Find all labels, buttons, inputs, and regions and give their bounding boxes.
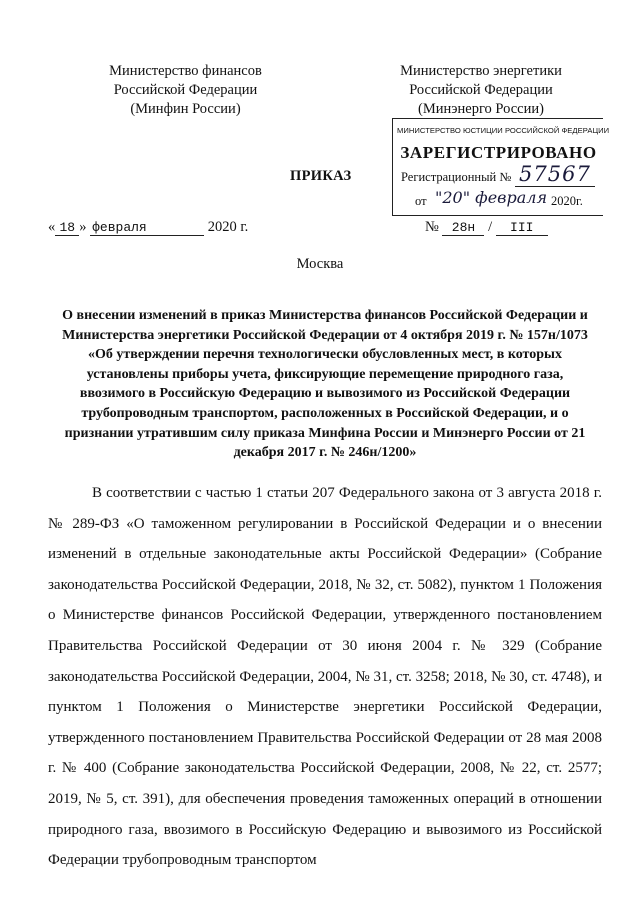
date-month: февраля	[90, 220, 204, 236]
number-label: №	[425, 219, 439, 235]
issuer-minfin-line: (Минфин России)	[130, 101, 241, 117]
document-title: О внесении изменений в приказ Министерства финансов Российской Федерации и Министерства энергетики Российской Федерации от 4 октября 2019 г. № 157н/1073 «Об утверждении перечня технологически обусловленных мест, в которых установлены приборы учета, фиксирующие перемещение природного газа, ввозимого в Российскую Федерацию и вывозимого из Российской Федерации трубопроводным транспортом, расположенных в Российской Федерации, и о признании утратившим силу приказа Минфина России и Минэнерго России от 21 декабря 2017 г. № 246н/1200»	[62, 308, 588, 461]
stamp-regnum-value: 57567	[519, 162, 591, 186]
number-separator: /	[488, 219, 493, 235]
registration-stamp	[392, 118, 610, 216]
number-part1: 28н	[442, 220, 484, 236]
date-open-quote: «	[48, 219, 56, 235]
stamp-date: "20" февраля	[435, 188, 548, 207]
date-day: 18	[55, 220, 79, 236]
issuer-minfin-line: Российской Федерации	[113, 82, 258, 98]
stamp-ministry: МИНИСТЕРСТВО ЮСТИЦИИ РОССИЙСКОЙ ФЕДЕРАЦИИ	[397, 126, 610, 135]
city: Москва	[296, 256, 344, 272]
order-date	[48, 219, 248, 236]
issuer-minfin	[78, 62, 293, 119]
stamp-regnum-label: Регистрационный №	[401, 170, 512, 184]
document-type: ПРИКАЗ	[290, 168, 352, 184]
issuer-minfin-line: Министерство финансов	[109, 63, 262, 79]
stamp-registered: ЗАРЕГИСТРИРОВАНО	[400, 143, 597, 162]
stamp-ot-label: от	[415, 194, 427, 208]
body-paragraph: В соответствии с частью 1 статьи 207 Федерального закона от 3 августа 2018 г. № 289-ФЗ «О таможенном регулировании в Российской Федерации и о внесении изменений в отдельные законодательные акты Российской Федерации» (Собрание законодательства Российской Федерации, 2018, № 32, ст. 5082), пунктом 1 Положения о Министерстве финансов Российской Федерации, утвержденного постановлением Правительства Российской Федерации от 30 июня 2004 г. № 329 (Собрание законодательства Российской Федерации, 2004, № 31, ст. 3258; 2018, № 30, ст. 4748), и пунктом 1 Положения о Министерстве энергетики Российской Федерации, утвержденного постановлением Правительства Российской Федерации от 28 мая 2008 г. № 400 (Собрание законодательства Российской Федерации, 2008, № 22, ст. 2577; 2019, № 5, ст. 391), для обеспечения проведения таможенных операций в отношении природного газа, ввозимого в Российскую Федерацию и вывозимого из Российской Федерации трубопроводным транспортом	[48, 485, 602, 869]
number-part2: III	[496, 220, 548, 236]
stamp-year: 2020г.	[551, 194, 583, 208]
issuer-minenergo-line: Министерство энергетики	[400, 63, 562, 79]
date-close-quote: »	[79, 219, 87, 235]
issuer-minenergo-line: Российской Федерации	[409, 82, 553, 98]
date-year: 2020 г.	[207, 219, 249, 235]
issuer-minenergo	[392, 62, 570, 119]
issuer-minenergo-line: (Минэнерго России)	[418, 101, 544, 117]
stamp-regnum-underline	[515, 186, 595, 187]
order-number	[425, 219, 548, 236]
